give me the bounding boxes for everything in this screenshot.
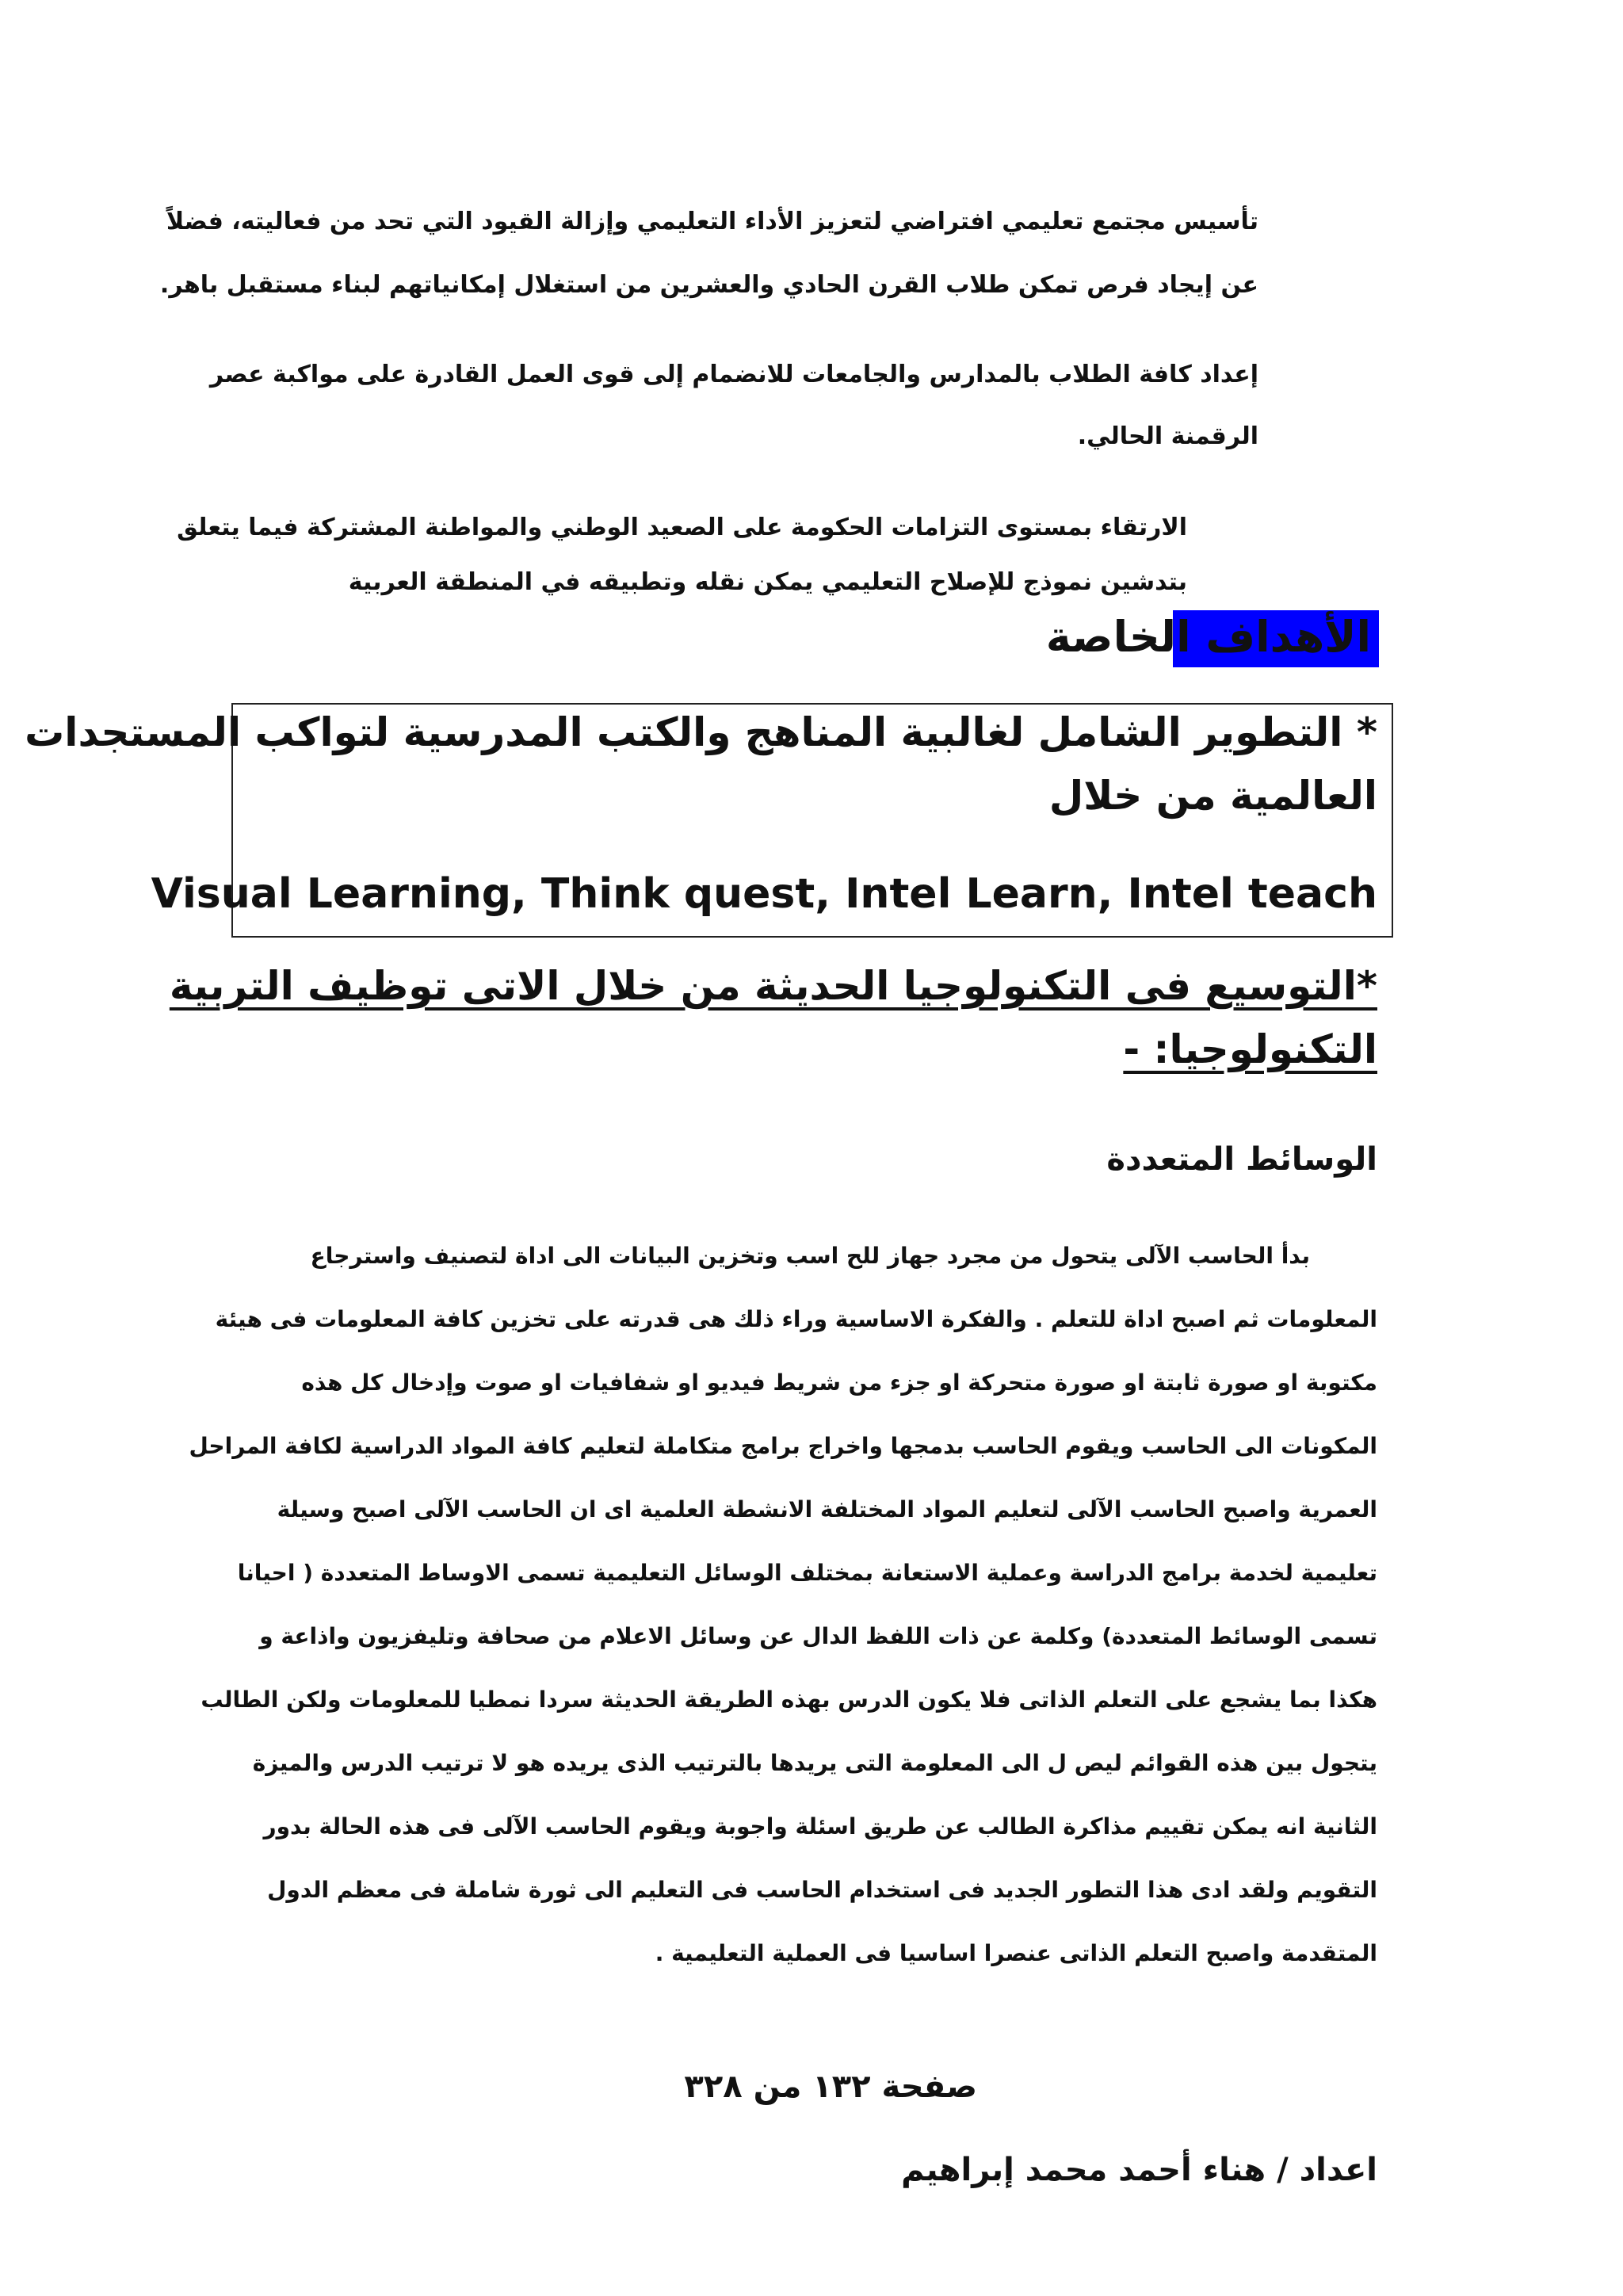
expansion-line-1: *التوسيع فى التكنولوجيا الحديثة من خلال الاتى توظيف التربية bbox=[169, 963, 1377, 1009]
author-credit: اعداد / هناء أحمد محمد إبراهيم bbox=[901, 2152, 1377, 2188]
paragraph-line: المعلومات ثم اصبح اداة للتعلم . والفكرة الاساسية وراء ذلك هى قدرته على تخزين كافة المعلومات فى هيئة bbox=[215, 1306, 1377, 1332]
paragraph-line: التقويم ولقد ادى هذا التطور الجديد فى استخدام الحاسب فى التعليم الى ثورة شاملة فى معظم الدول bbox=[267, 1877, 1377, 1903]
intro-line-1: تأسيس مجتمع تعليمي افتراضي لتعزيز الأداء التعليمي وإزالة القيود التي تحد من فعاليته، فضلاً bbox=[166, 208, 1258, 235]
paragraph-line: مكتوبة او صورة ثابتة او صورة متحركة او جزء من شريط فيديو او شفافيات او صوت وإدخال كل هذه bbox=[301, 1370, 1377, 1396]
paragraph-line: بدأ الحاسب الآلى يتحول من مجرد جهاز للح اسب وتخزين البيانات الى اداة لتصنيف واسترجاع bbox=[310, 1243, 1310, 1269]
paragraph-line: الثانية انه يمكن تقييم مذاكرة الطالب عن طريق اسئلة واجوبة ويقوم الحاسب الآلى فى هذه الحالة بدور bbox=[263, 1813, 1377, 1839]
objective-3-line-2: بتدشين نموذج للإصلاح التعليمي يمكن نقله وتطبيقه في المنطقة العربية bbox=[348, 568, 1187, 596]
paragraph-line: المكونات الى الحاسب ويقوم الحاسب بدمجها واخراج برامج متكاملة لتعليم كافة المواد الدراسية لكافة المراحل bbox=[189, 1433, 1377, 1459]
intro-line-2: عن إيجاد فرص تمكن طلاب القرن الحادي والعشرين من استغلال إمكانياتهم لبناء مستقبل باهر. bbox=[159, 271, 1258, 299]
boxed-english-line: Visual Learning, Think quest, Intel Learn, Intel teach bbox=[151, 870, 1377, 918]
paragraph-line: يتجول بين هذه القوائم ليص ل الى المعلومة التى يريدها بالترتيب الذى يريده هو لا ترتيب الدرس والميزة bbox=[252, 1750, 1377, 1776]
paragraph-line: تعليمية لخدمة برامج الدراسة وعملية الاستعانة بمختلف الوسائل التعليمية تسمى الاوساط المتعددة ( احيانا bbox=[237, 1560, 1377, 1586]
special-goals-heading: الأهداف الخاصة bbox=[1045, 612, 1371, 662]
paragraph-line: العمرية واصبح الحاسب الآلى لتعليم المواد المختلفة الانشطة العلمية اى ان الحاسب الآلى اصبح وسيلة bbox=[277, 1496, 1377, 1522]
paragraph-line: المتقدمة واصبح التعلم الذاتى عنصرا اساسيا فى العملية التعليمية . bbox=[655, 1940, 1377, 1966]
paragraph-line: هكذا بما يشجع على التعلم الذاتى فلا يكون الدرس بهذه الطريقة الحديثة سردا نمطيا للمعلومات ولكن الطالب bbox=[200, 1687, 1377, 1713]
paragraph-line: تسمى الوسائط المتعددة) وكلمة عن ذات اللفظ الدال عن وسائل الاعلام من صحافة وتليفزيون واذاعة و bbox=[259, 1623, 1377, 1649]
expansion-line-2: التكنولوجيا: - bbox=[1123, 1026, 1377, 1072]
boxed-line-1: * التطوير الشامل لغالبية المناهج والكتب المدرسية لتواكب المستجدات bbox=[25, 709, 1377, 755]
multimedia-heading: الوسائط المتعددة bbox=[1106, 1141, 1377, 1178]
boxed-line-2: العالمية من خلال bbox=[1048, 773, 1377, 819]
objective-2-line-1: إعداد كافة الطلاب بالمدارس والجامعات للانضمام إلى قوى العمل القادرة على مواكبة عصر bbox=[209, 361, 1258, 388]
page-number: صفحة ١٣٢ من ٣٢٨ bbox=[684, 2069, 977, 2105]
objective-3-line-1: الارتقاء بمستوى التزامات الحكومة على الصعيد الوطني والمواطنة المشتركة فيما يتعلق bbox=[177, 514, 1187, 541]
objective-2-line-2: الرقمنة الحالي. bbox=[1077, 422, 1258, 450]
